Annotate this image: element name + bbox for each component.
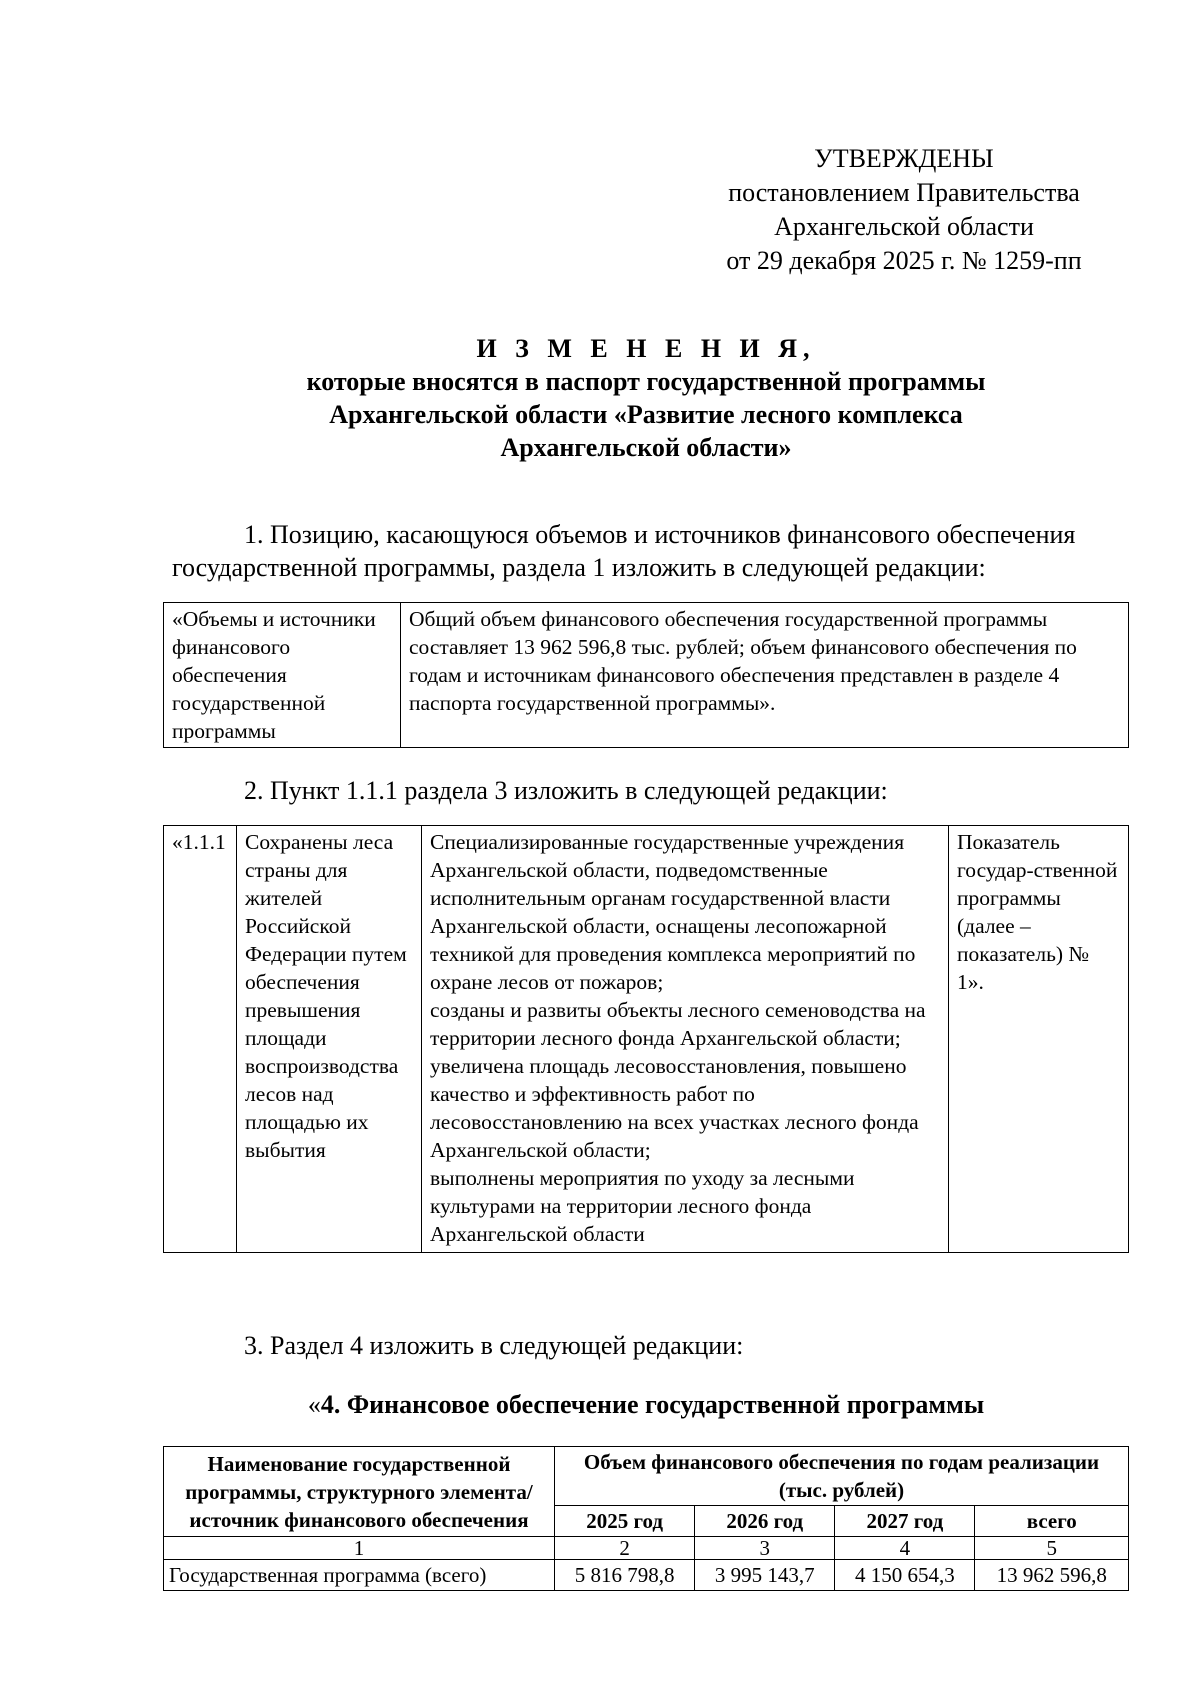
task-result-2: созданы и развиты объекты лесного семеноводства на территории лесного фонда Архангельской области; bbox=[430, 998, 926, 1050]
header-total: всего bbox=[975, 1506, 1129, 1537]
table-row bbox=[164, 603, 1129, 748]
approval-line-2: постановлением Правительства bbox=[728, 178, 1080, 207]
financing-summary-table bbox=[163, 602, 1129, 748]
approval-line-4: от 29 декабря 2025 г. № 1259-пп bbox=[726, 246, 1082, 275]
header-year-2026: 2026 год bbox=[695, 1506, 835, 1537]
financing-value-cell: Общий объем финансового обеспечения государственной программы составляет 13 962 596,8 тыс. рублей; объем финансового обеспечения по годам и источникам финансового обеспечения представлен в разделе 4 паспорта государственной программы». bbox=[401, 603, 1129, 748]
column-number: 5 bbox=[975, 1537, 1129, 1560]
item-2-text bbox=[172, 774, 1132, 807]
item-2-text-content: 2. Пункт 1.1.1 раздела 3 изложить в следующей редакции: bbox=[244, 776, 888, 805]
task-number-cell: «1.1.1 bbox=[164, 826, 237, 1253]
task-results-cell bbox=[422, 826, 949, 1253]
task-result-4: выполнены мероприятия по уходу за лесными культурами на территории лесного фонда Архангельской области bbox=[430, 1166, 855, 1246]
item-1-text bbox=[172, 518, 1132, 584]
document-title bbox=[160, 332, 1132, 464]
table-row bbox=[164, 1560, 1129, 1591]
title-line-2: Архангельской области «Развитие лесного комплекса bbox=[329, 400, 963, 429]
row-name-cell: Государственная программа (всего) bbox=[164, 1560, 555, 1591]
column-number: 4 bbox=[835, 1537, 975, 1560]
header-volume-cell: Объем финансового обеспечения по годам реализации (тыс. рублей) bbox=[555, 1447, 1129, 1506]
financing-label-cell: «Объемы и источники финансового обеспечения государственной программы bbox=[164, 603, 401, 748]
task-result-3: увеличена площадь лесовосстановления, повышено качество и эффективность работ по лесовосстановлению на всех участках лесного фонда Архангельской области; bbox=[430, 1054, 919, 1162]
value-2025-cell: 5 816 798,8 bbox=[555, 1560, 695, 1591]
task-indicator-cell: Показатель государ-ственной программы (далее – показатель) № 1». bbox=[949, 826, 1129, 1253]
title-heading: И З М Е Н Е Н И Я, bbox=[476, 334, 816, 363]
section-4-quote: « bbox=[307, 1390, 321, 1419]
task-table bbox=[163, 825, 1129, 1253]
title-line-1: которые вносятся в паспорт государственной программы bbox=[306, 367, 986, 396]
approval-block bbox=[704, 142, 1104, 278]
section-4-title-text: 4. Финансовое обеспечение государственной программы bbox=[320, 1390, 985, 1419]
column-number: 3 bbox=[695, 1537, 835, 1560]
value-2026-cell: 3 995 143,7 bbox=[695, 1560, 835, 1591]
table-header-row bbox=[164, 1447, 1129, 1506]
task-description-cell: Сохранены леса страны для жителей Российской Федерации путем обеспечения превышения площади воспроизводства лесов над площадью их выбытия bbox=[237, 826, 422, 1253]
column-number: 1 bbox=[164, 1537, 555, 1560]
value-total-cell: 13 962 596,8 bbox=[975, 1560, 1129, 1591]
approval-line-3: Архангельской области bbox=[774, 212, 1034, 241]
item-3-text bbox=[172, 1329, 1132, 1362]
header-year-2027: 2027 год bbox=[835, 1506, 975, 1537]
financing-table bbox=[163, 1446, 1129, 1591]
approval-line-1: УТВЕРЖДЕНЫ bbox=[814, 144, 994, 173]
item-3-text-content: 3. Раздел 4 изложить в следующей редакции: bbox=[244, 1331, 744, 1360]
title-line-3: Архангельской области» bbox=[500, 433, 792, 462]
table-row bbox=[164, 826, 1129, 1253]
column-number: 2 bbox=[555, 1537, 695, 1560]
task-result-1: Специализированные государственные учреждения Архангельской области, подведомственные исполнительным органам государственной власти Архангельской области, оснащены лесопожарной техникой для проведения комплекса мероприятий по охране лесов от пожаров; bbox=[430, 830, 916, 994]
item-1-text-content: 1. Позицию, касающуюся объемов и источников финансового обеспечения государственной программы, раздела 1 изложить в следующей редакции: bbox=[172, 520, 1076, 582]
section-4-title bbox=[160, 1390, 1132, 1420]
header-year-2025: 2025 год bbox=[555, 1506, 695, 1537]
header-name-cell: Наименование государственной программы, структурного элемента/ источник финансового обеспечения bbox=[164, 1447, 555, 1537]
value-2027-cell: 4 150 654,3 bbox=[835, 1560, 975, 1591]
column-number-row bbox=[164, 1537, 1129, 1560]
